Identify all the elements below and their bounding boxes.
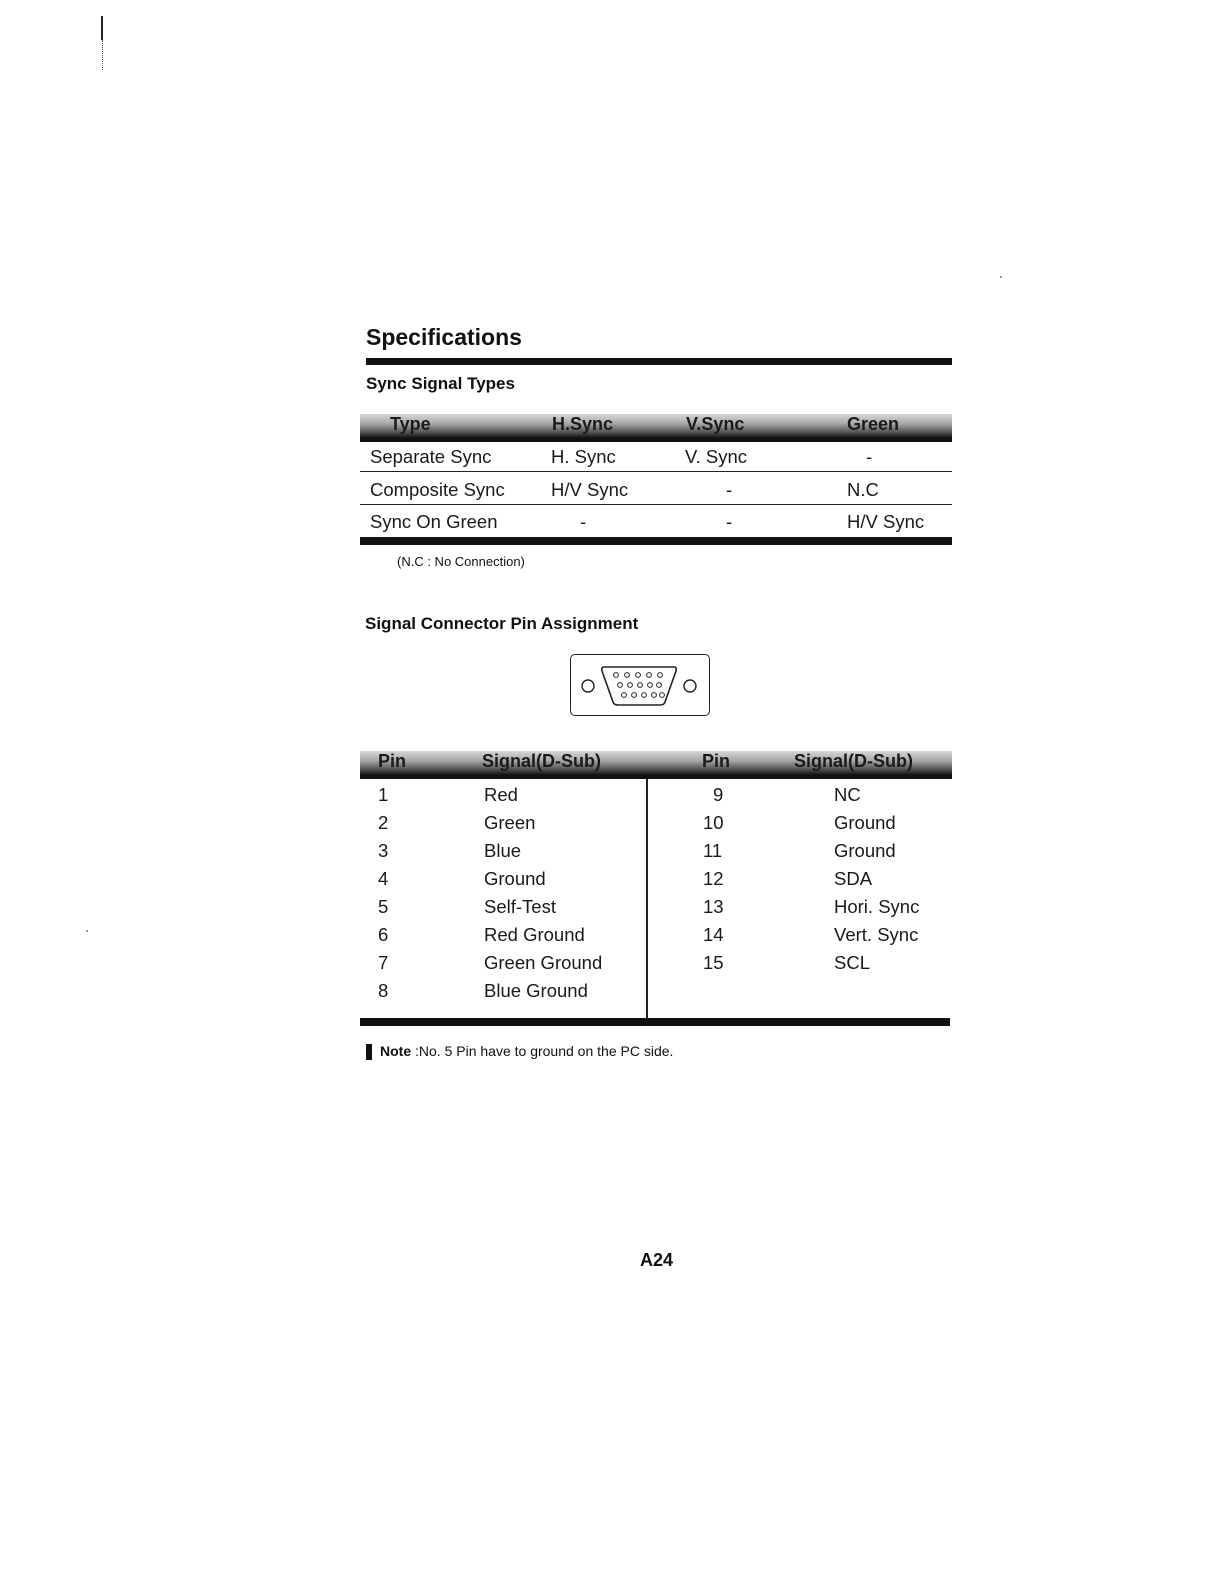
pin-signal: Red bbox=[484, 784, 518, 805]
sync-cell: Composite Sync bbox=[370, 479, 505, 500]
sync-cell: H/V Sync bbox=[847, 511, 925, 532]
pins-col-pin: Pin bbox=[378, 751, 407, 771]
pins-col-pin: Pin bbox=[702, 751, 731, 771]
pin-number: 1 bbox=[378, 784, 389, 805]
pin-number: 15 bbox=[703, 952, 724, 973]
sync-cell: N.C bbox=[847, 479, 879, 500]
pin-number: 3 bbox=[378, 840, 389, 861]
sync-cell: H. Sync bbox=[551, 446, 616, 467]
sync-cell: - bbox=[726, 479, 733, 500]
page-number: A24 bbox=[640, 1250, 674, 1270]
row-divider bbox=[360, 504, 952, 505]
pin-number: 7 bbox=[378, 952, 389, 973]
pin-number: 9 bbox=[713, 784, 724, 805]
sync-col-type: Type bbox=[390, 414, 431, 434]
dsub-connector-icon bbox=[570, 654, 710, 716]
sync-col-green: Green bbox=[847, 414, 900, 434]
row-divider bbox=[360, 471, 952, 472]
sync-footnote: (N.C : No Connection) bbox=[397, 554, 525, 569]
pin-number: 11 bbox=[703, 840, 723, 861]
pins-table-header bbox=[360, 751, 952, 779]
scan-dot bbox=[1000, 276, 1002, 278]
pin-signal: Green bbox=[484, 812, 536, 833]
pins-heading: Signal Connector Pin Assignment bbox=[365, 614, 639, 633]
pin-signal: NC bbox=[834, 784, 861, 805]
scan-dot bbox=[86, 930, 88, 932]
pin-number: 8 bbox=[378, 980, 389, 1001]
pin-number: 2 bbox=[378, 812, 389, 833]
pin-signal: Self-Test bbox=[484, 896, 556, 917]
sync-cell: - bbox=[726, 511, 733, 532]
pin-signal: Blue bbox=[484, 840, 522, 861]
pin-signal: Ground bbox=[834, 840, 896, 861]
dsub-connector-icon bbox=[571, 655, 709, 715]
sync-heading: Sync Signal Types bbox=[366, 374, 515, 393]
pin-number: 13 bbox=[703, 896, 724, 917]
section-title: Specifications bbox=[366, 324, 522, 350]
column-divider bbox=[646, 779, 648, 1020]
sync-cell: H/V Sync bbox=[551, 479, 629, 500]
sync-table-bottom-rule bbox=[360, 537, 952, 545]
pin-number: 10 bbox=[703, 812, 724, 833]
sync-col-vsync: V.Sync bbox=[686, 414, 745, 434]
pin-signal: Green Ground bbox=[484, 952, 603, 973]
sync-cell: - bbox=[866, 446, 873, 467]
note-text bbox=[380, 1043, 673, 1059]
pin-signal: Blue Ground bbox=[484, 980, 588, 1001]
sync-cell: Separate Sync bbox=[370, 446, 492, 467]
pins-table-bottom-rule bbox=[360, 1018, 950, 1026]
sync-cell: V. Sync bbox=[685, 446, 748, 467]
sync-cell: Sync On Green bbox=[370, 511, 498, 532]
pin-number: 4 bbox=[378, 868, 389, 889]
margin-mark bbox=[101, 16, 103, 40]
pin-signal: Vert. Sync bbox=[834, 924, 919, 945]
pins-col-signal: Signal(D-Sub) bbox=[482, 751, 601, 771]
pin-signal: SCL bbox=[834, 952, 870, 973]
pin-signal: Hori. Sync bbox=[834, 896, 920, 917]
note-bullet-icon bbox=[366, 1044, 372, 1060]
pin-signal: Ground bbox=[834, 812, 896, 833]
pin-signal: Red Ground bbox=[484, 924, 585, 945]
pin-signal: SDA bbox=[834, 868, 873, 889]
note-label: Note bbox=[380, 1043, 412, 1059]
pin-number: 5 bbox=[378, 896, 389, 917]
pin-number: 12 bbox=[703, 868, 724, 889]
sync-col-hsync: H.Sync bbox=[552, 414, 614, 434]
sync-cell: - bbox=[580, 511, 587, 532]
note-body: :No. 5 Pin have to ground on the PC side. bbox=[415, 1043, 674, 1059]
title-rule bbox=[366, 358, 952, 365]
margin-mark bbox=[102, 40, 104, 70]
sync-table-header bbox=[360, 414, 952, 442]
pins-col-signal: Signal(D-Sub) bbox=[794, 751, 913, 771]
pin-signal: Ground bbox=[484, 868, 546, 889]
pin-number: 6 bbox=[378, 924, 389, 945]
pin-number: 14 bbox=[703, 924, 724, 945]
